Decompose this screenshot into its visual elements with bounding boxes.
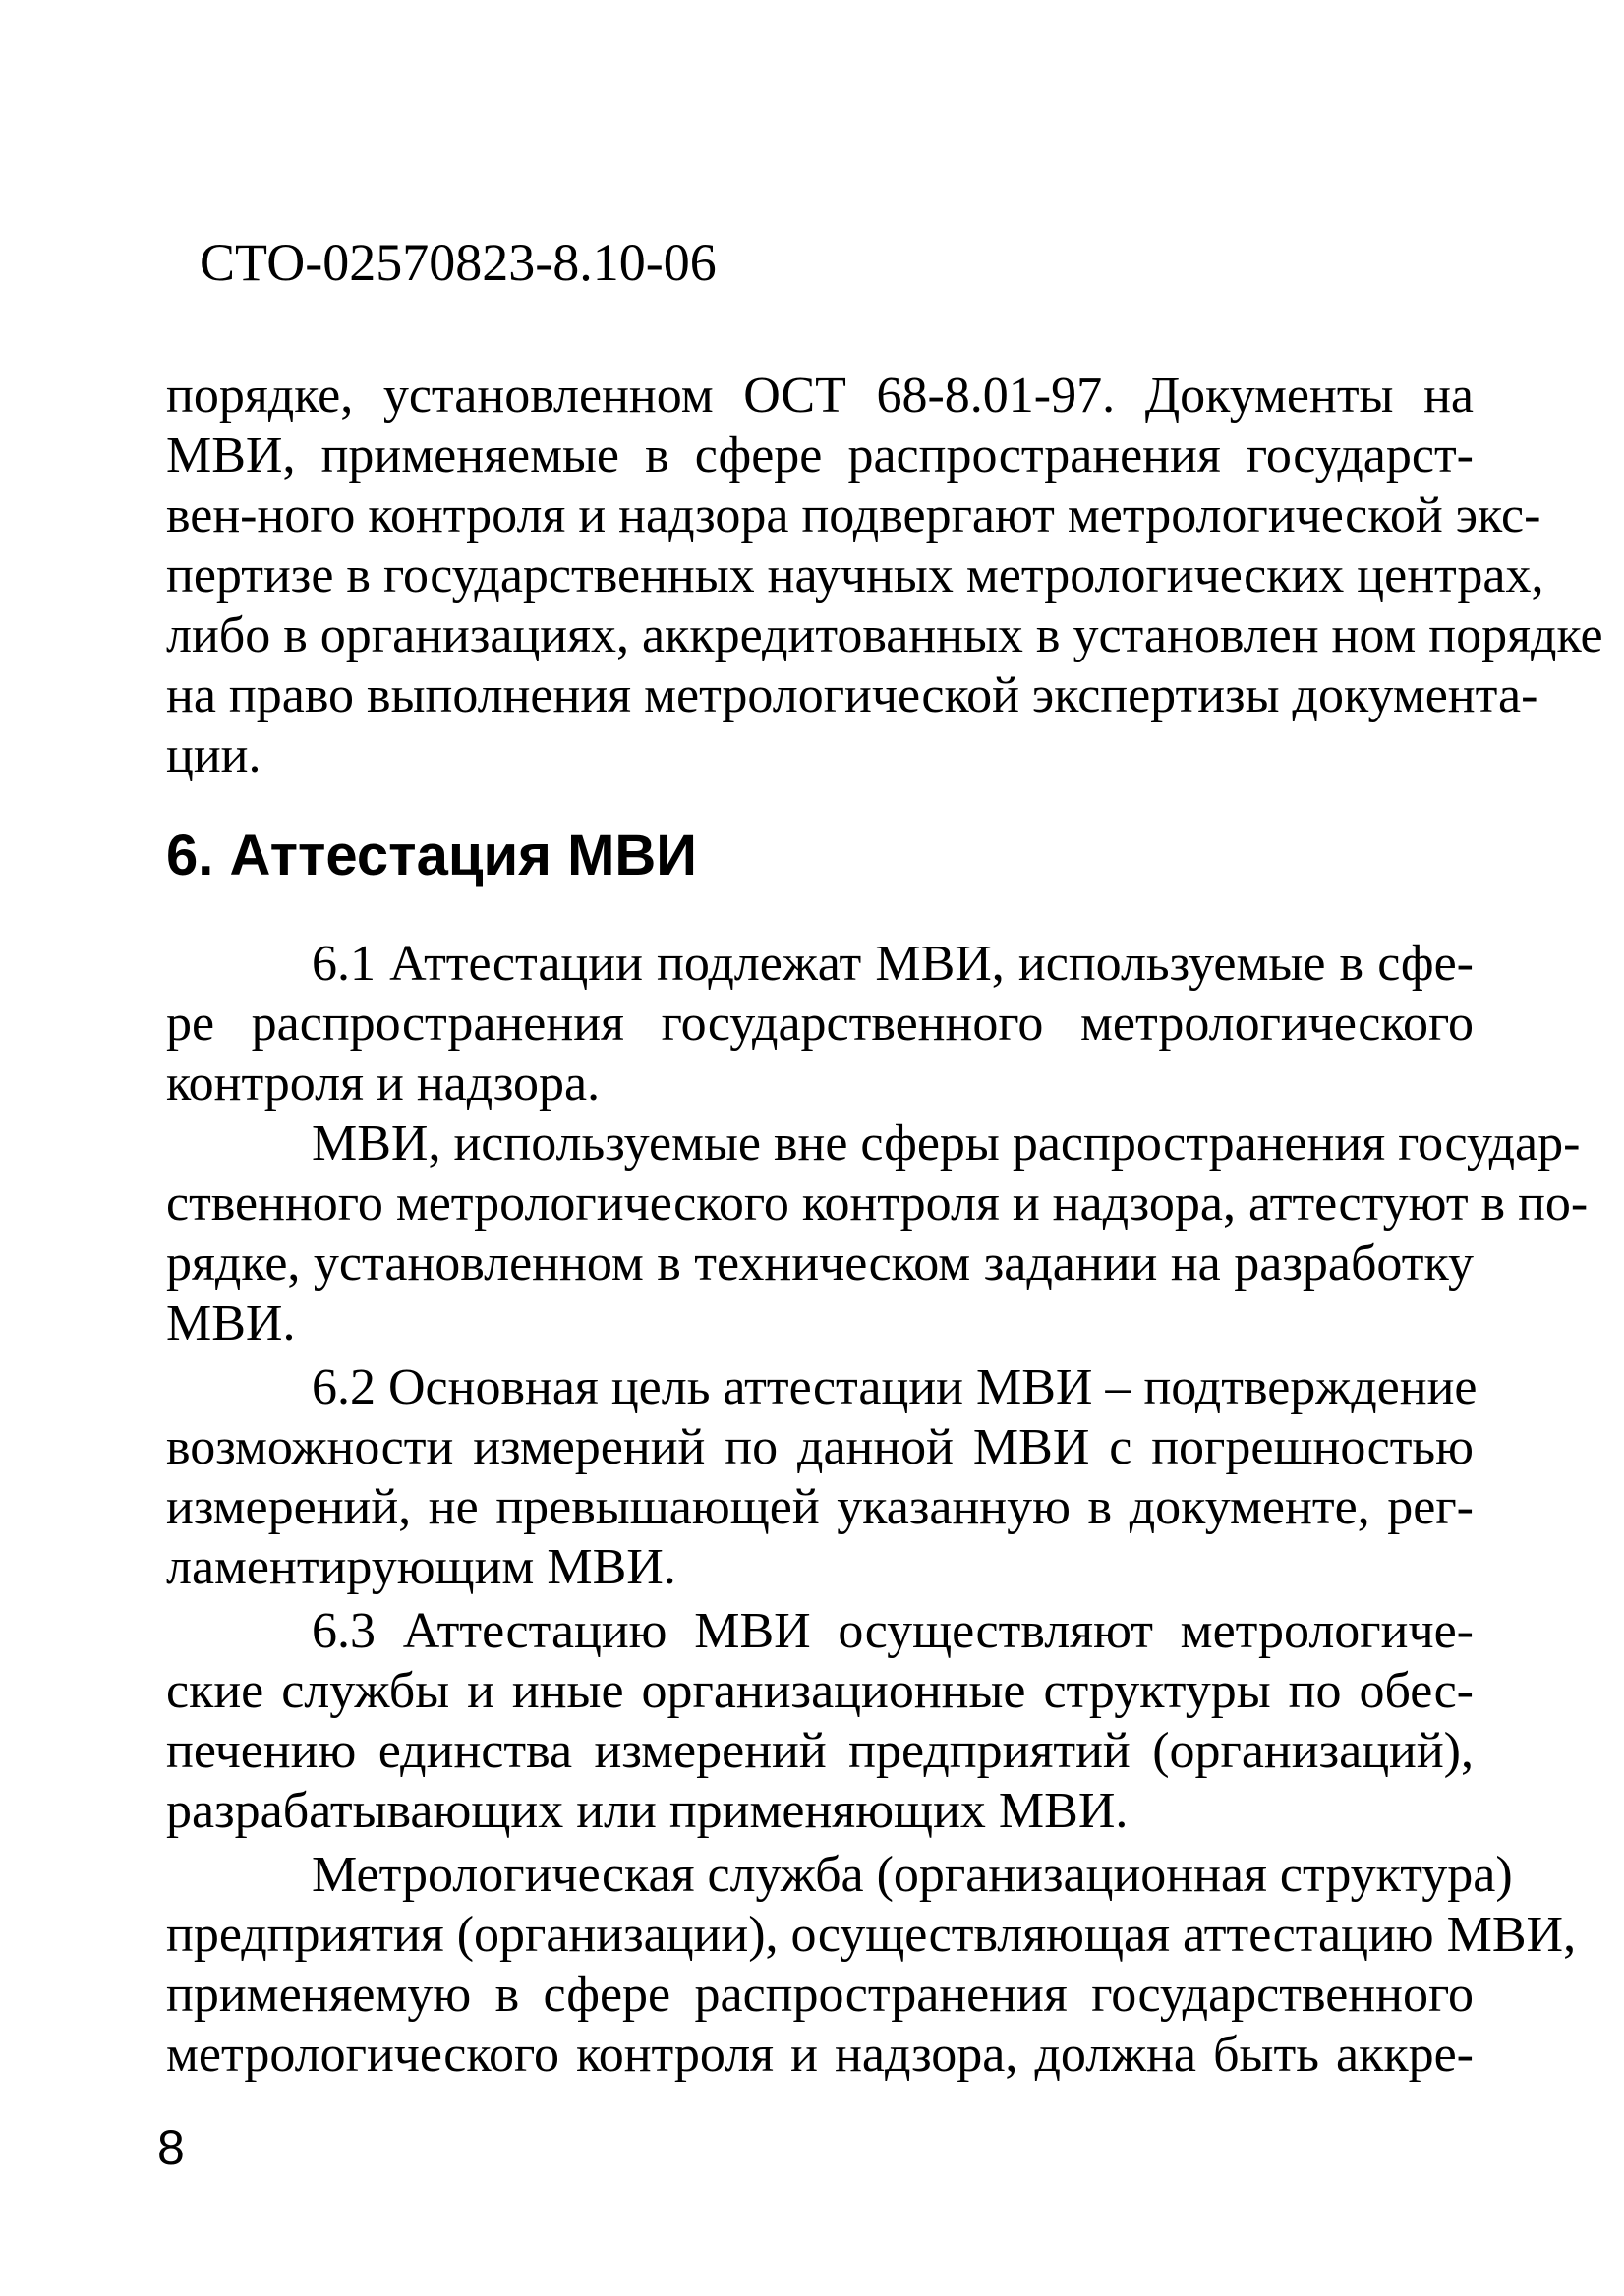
- text-line: ре распространения государственного метрологического: [166, 996, 1474, 1052]
- text-line: ские службы и иные организационные структуры по обес-: [166, 1663, 1474, 1719]
- text-line: применяемую в сфере распространения государственного: [166, 1967, 1474, 2023]
- text-line: МВИ, применяемые в сфере распространения государст-: [166, 428, 1474, 484]
- text-line: вен-ного контроля и надзора подвергают метрологической экс-: [166, 488, 1541, 544]
- paragraph-6-1-continued: [166, 1114, 1589, 1353]
- text-line: предприятия (организации), осуществляющая аттестацию МВИ,: [166, 1907, 1577, 1963]
- text-line: 6.2 Основная цель аттестации МВИ – подтверждение: [312, 1359, 1478, 1415]
- text-line: МВИ, используемые вне сферы распространения государ-: [312, 1116, 1581, 1172]
- text-line: 6.3 Аттестацию МВИ осуществляют метрологиче-: [312, 1603, 1474, 1659]
- paragraph-6-3: [166, 1601, 1474, 1841]
- text-line: печению единства измерений предприятий (организаций),: [166, 1723, 1474, 1779]
- text-line: либо в организациях, аккредитованных в установлен ном порядке: [166, 607, 1603, 663]
- text-line: 6.1 Аттестации подлежат МВИ, используемые в сфе-: [312, 936, 1474, 992]
- paragraph-6-3-continued: [166, 1845, 1577, 2085]
- paragraph-6-1: [166, 934, 1474, 1114]
- intro-paragraph: [166, 366, 1603, 785]
- document-code: СТО-02570823-8.10-06: [200, 233, 717, 292]
- text-line: на право выполнения метрологической экспертизы документа-: [166, 667, 1538, 723]
- text-line: МВИ.: [166, 1295, 296, 1351]
- section-heading: 6. Аттестация МВИ: [166, 824, 697, 888]
- text-line: Метрологическая служба (организационная структура): [312, 1847, 1513, 1903]
- text-line: ламентирующим МВИ.: [166, 1539, 676, 1595]
- text-line: рядке, установленном в техническом задании на разработку: [166, 1235, 1474, 1292]
- text-line: разрабатывающих или применяющих МВИ.: [166, 1783, 1129, 1839]
- text-line: контроля и надзора.: [166, 1056, 601, 1112]
- page-number: 8: [157, 2120, 185, 2175]
- text-line: пертизе в государственных научных метрологических центрах,: [166, 547, 1544, 603]
- text-line: метрологического контроля и надзора, должна быть аккре-: [166, 2027, 1474, 2083]
- text-line: порядке, установленном ОСТ 68-8.01-97. Документы на: [166, 368, 1474, 424]
- text-line: ственного метрологического контроля и надзора, аттестуют в по-: [166, 1176, 1589, 1232]
- paragraph-6-2: [166, 1357, 1478, 1597]
- text-line: возможности измерений по данной МВИ с погрешностью: [166, 1419, 1474, 1475]
- text-line: измерений, не превышающей указанную в документе, рег-: [166, 1479, 1474, 1535]
- text-line: ции.: [166, 727, 261, 783]
